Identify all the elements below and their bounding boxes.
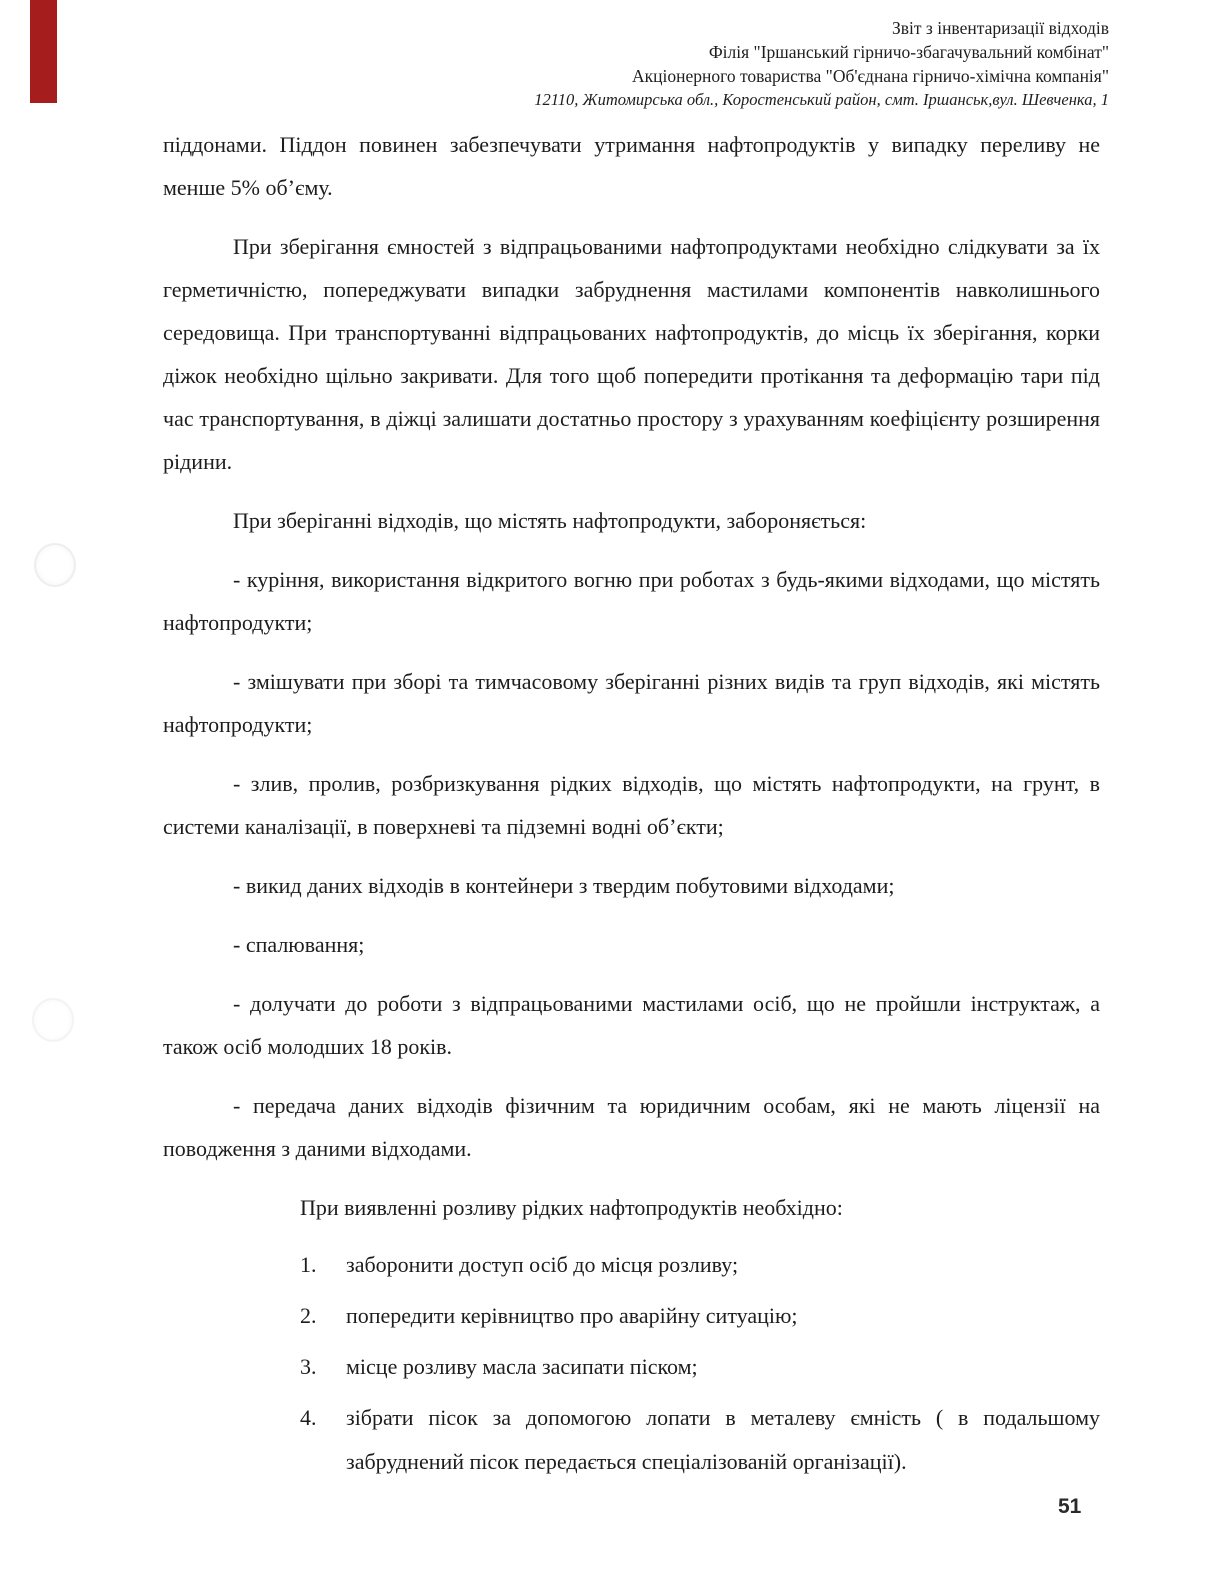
item-number: 3. (300, 1354, 317, 1379)
list-item (300, 1243, 1100, 1287)
list-item (300, 1294, 1100, 1338)
document-body (0, 111, 1219, 1484)
item-number: 2. (300, 1303, 317, 1328)
body-paragraph-dash-item: - викид даних відходів в контейнери з твердим побутовими відходами; (233, 873, 895, 898)
body-paragraph-dash-item: - передача даних відходів фізичним та юридичним особам, які не мають ліцензії на поводження з даними відходами. (163, 1093, 1100, 1161)
item-text: заборонити доступ осіб до місця розливу; (346, 1252, 739, 1277)
page-number: 51 (1058, 1495, 1082, 1518)
hole-punch-artifact (32, 998, 74, 1042)
company-name: Акціонерного товариства "Об'єднана гірничо-хімічна компанія" (632, 66, 1109, 86)
item-text: зібрати пісок за допомогою лопати в металеву ємність ( в подальшому забруднений пісок передається спеціалізованій організації). (346, 1405, 1100, 1474)
body-paragraph-dash-item: - злив, пролив, розбризкування рідких відходів, що містять нафтопродукти, на грунт, в системи каналізації, в поверхневі та підземні водні об’єкти; (163, 771, 1100, 839)
item-text: місце розливу масла засипати піском; (346, 1354, 698, 1379)
body-paragraph-dash-item: - куріння, використання відкритого вогню при роботах з будь-якими відходами, що містять нафтопродукти; (163, 567, 1100, 635)
item-text: попередити керівництво про аварійну ситуацію; (346, 1303, 798, 1328)
item-number: 1. (300, 1252, 317, 1277)
body-paragraph: При зберігання ємностей з відпрацьованими нафтопродуктами необхідно слідкувати за їх герметичністю, попереджувати випадки забруднення мастилами компонентів навколишнього середовища. При транспортуванні відпрацьованих нафтопродуктів, до місць їх зберігання, корки діжок необхідно щільно закривати. Для того щоб попередити протікання та деформацію тари під час транспортування, в діжці залишати достатньо простору з урахуванням коефіцієнту розширення рідини. (163, 234, 1100, 474)
list-item (300, 1396, 1100, 1484)
numbered-list-intro: При виявленні розливу рідких нафтопродуктів необхідно: (300, 1195, 843, 1220)
document-header (0, 0, 1219, 111)
company-address: 12110, Житомирська обл., Коростенський район, смт. Іршанськ,вул. Шевченка, 1 (534, 90, 1109, 109)
report-title: Звіт з інвентаризації відходів (892, 18, 1109, 38)
body-paragraph: піддонами. Піддон повинен забезпечувати утримання нафтопродуктів у випадку переливу не менше 5% об’єму. (163, 132, 1100, 200)
list-item (300, 1345, 1100, 1389)
body-paragraph-dash-item: - змішувати при зборі та тимчасовому зберіганні різних видів та груп відходів, які містять нафтопродукти; (163, 669, 1100, 737)
numbered-list (300, 1243, 1100, 1484)
item-number: 4. (300, 1405, 317, 1430)
company-branch: Філія "Іршанський гірничо-збагачувальний комбінат" (708, 42, 1109, 62)
body-paragraph-dash-item: - долучати до роботи з відпрацьованими мастилами осіб, що не пройшли інструктаж, а також осіб молодших 18 років. (163, 991, 1100, 1059)
body-paragraph: При зберіганні відходів, що містять нафтопродукти, забороняється: (233, 508, 867, 533)
body-paragraph-dash-item: - спалювання; (233, 932, 365, 957)
hole-punch-artifact (34, 543, 76, 587)
red-edge-scan-mark (30, 0, 57, 103)
